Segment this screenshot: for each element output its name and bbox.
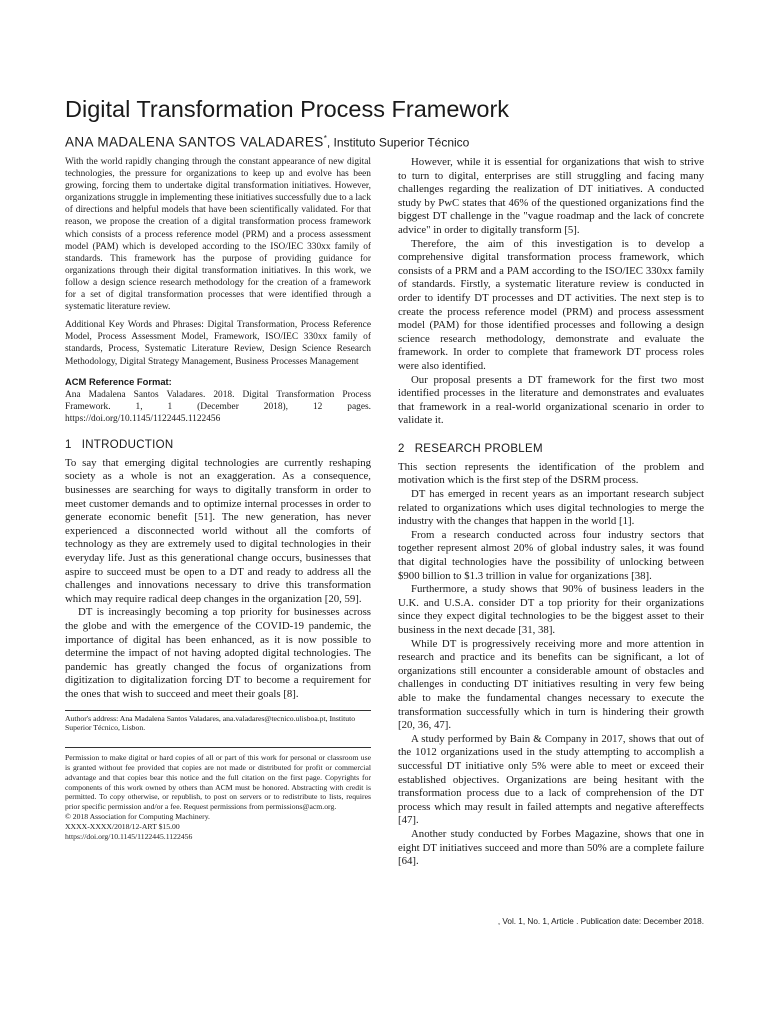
right-column: [398, 156, 704, 869]
section-number: 1: [65, 438, 72, 451]
research-paragraph: While DT is progressively receiving more and more attention in research and practice and its benefits can be significant, a lot of organizations still encounter a considerable amount of obstacles and challenges in conducting DT initiatives resulting in very few being able to make the fundamental changes necessary to execute the transformation successfully which in turn is hindering their growth [20, 36, 47].: [398, 637, 704, 732]
section-title: RESEARCH PROBLEM: [414, 442, 543, 455]
abstract: With the world rapidly changing through the constant appearance of new digital technologies, the pressure for organizations to keep up and evolve has been growing, forcing them to undertake digital transformation initiatives. However, organizations struggle in implementing these initiatives successfully due to a lack of directions and helpful models that have been scientifically validated. For that reason, we propose the creation of a digital transformation process framework which consists of a process reference model (PRM) and a process assessment model (PAM) which is developed according to the ISO/IEC 330xx family of standards. This framework has the purpose of providing guidance for organizations through their digital transformation initiatives. In this work, we follow a design science research methodology for the creation of a framework for a set of digital transformation processes that were identified through a systematic literature review.: [65, 157, 372, 313]
permission-divider: [65, 747, 371, 748]
issn-line: XXXX-XXXX/2018/12-ART $15.00: [65, 821, 180, 831]
author-marker: *: [323, 134, 327, 143]
author-line: [65, 134, 705, 150]
intro-continued-paragraph: Therefore, the aim of this investigation is to develop a comprehensive digital transformation process framework, which consists of a PRM and a PAM according to the ISO/IEC 330xx family of standards. Firstly, a systematic literature review is conducted in order to identify DT processes and DT activities. The next step is to create the process reference model (PRM) and process assessment model (PAM) for those identified processes and following a design science research methodology, demonstrate and evaluate the framework. In order to complete that framework DT process roles were also identified.: [398, 237, 704, 372]
acm-reference-text: Ana Madalena Santos Valadares. 2018. Digital Transformation Process Framework. 1, 1 (December 2018), 12 pages. https://doi.org/10.1145/1122445.1122456: [65, 389, 371, 424]
research-paragraph: Another study conducted by Forbes Magazine, shows that one in eight DT initiatives succeed and more than 50% are a complete failure [64].: [398, 827, 704, 868]
footnote-divider: [65, 710, 371, 711]
intro-paragraph: DT is increasingly becoming a top priority for businesses across the globe and with the emergence of the COVID-19 pandemic, the importance of digital has been enhanced, as it is now possible to determine the impact of not having adopted digital technologies. The pandemic has greatly changed the focus of organizations from digitization to digitalization forcing DT to become a requirement for the ones that wish to succeed and meet their goals [8].: [65, 606, 371, 700]
permission-text: Permission to make digital or hard copies of all or part of this work for personal or classroom use is granted without fee provided that copies are not made or distributed for profit or commercial advantage and that copies bear this notice and the full citation on the first page. Copyrights for components of this work owned by others than ACM must be honored. Abstracting with credit is permitted. To copy otherwise, or republish, to post on servers or to redistribute to lists, requires prior specific permission and/or a fee. Request permissions from permissions@acm.org.: [65, 753, 371, 812]
page-footer: , Vol. 1, No. 1, Article . Publication date: December 2018.: [497, 917, 704, 926]
section-title: INTRODUCTION: [81, 438, 174, 451]
section-1-heading: [65, 439, 371, 451]
permission-block: [65, 753, 371, 841]
author-address: Author's address: Ana Madalena Santos Valadares, ana.valadares@tecnico.ulisboa.pt, Instituto Superior Técnico, Lisbon.: [65, 713, 356, 733]
left-column: [65, 156, 371, 841]
research-paragraph: From a research conducted across four industry sectors that together represent almost 20% of global industry sales, it was found that digital technologies have the possibility of unlocking between $900 billion to $1.3 trillion in value for organizations [38].: [398, 528, 704, 582]
acm-reference-heading: ACM Reference Format:: [65, 375, 172, 387]
section-2-heading: [398, 443, 704, 455]
research-paragraph: This section represents the identification of the problem and motivation which is the first step of the DSRM process.: [398, 460, 704, 487]
intro-continued-paragraph: However, while it is essential for organizations that wish to strive to turn to digital, enterprises are still struggling and facing many challenges regarding the realization of DT initiatives. A conducted study by PwC states that 46% of the questioned organizations find the biggest DT challenge in the "vague roadmap and the lack of concrete advice" in order to digitally transform [5].: [398, 156, 704, 236]
keywords: Additional Key Words and Phrases: Digital Transformation, Process Reference Model, Process Assessment Model, Framework, ISO/IEC 330xx family of standards, Process, Systematic Literature Review, Design Science Research Methodology, Digital Strategy Management, Business Processes Management: [65, 320, 371, 367]
paper-title: Digital Transformation Process Framework: [65, 96, 510, 122]
intro-continued-paragraph: Our proposal presents a DT framework for the first two most identified processes in the literature and demonstrates and evaluates that framework in a real-world organizational scenario in order to validate it.: [398, 373, 704, 427]
research-paragraph: DT has emerged in recent years as an important research subject related to organizations which uses digital technologies to merge the industry with the changes that happen in the world [1].: [398, 488, 704, 528]
research-paragraph: A study performed by Bain & Company in 2017, shows that out of the 1012 organizations used in the study attempting to accomplish a successful DT initiative only 5% were able to meet or exceed their established objectives. Organizations are being hesitant with the transformation process due to a lack of comprehension of the DT process which may result in failed attempts and negative aftereffects [47].: [398, 732, 704, 827]
copyright-line: © 2018 Association for Computing Machinery.: [65, 811, 210, 821]
research-paragraph: Furthermore, a study shows that 90% of business leaders in the U.K. and U.S.A. consider DT a top priority for their organizations since they expect digital technologies to be the biggest asset to their business in the next decade [31, 38].: [398, 583, 704, 636]
intro-paragraph: To say that emerging digital technologies are currently reshaping society as a whole is not an exaggeration. As a consequence, businesses are searching for ways to digitally transform in order to meet customer demands and to optimize internal processes in order to generate economic benefit [51]. The new generation, has never experienced a disconnected world without all the comforts of technology as they are extremely used to digital technologies in their everyday life. Just as this generational change occurs, businesses that aspire to succeed must be open to a DT and ready to address all the challenges and innovations necessary to drive this transformation which may require radical deep changes in the organization [20, 59].: [65, 456, 371, 605]
author-affiliation: , Instituto Superior Técnico: [326, 135, 470, 150]
section-number: 2: [398, 442, 405, 455]
doi-line: https://doi.org/10.1145/1122445.1122456: [65, 831, 193, 841]
author-name: ANA MADALENA SANTOS VALADARES: [65, 134, 324, 150]
